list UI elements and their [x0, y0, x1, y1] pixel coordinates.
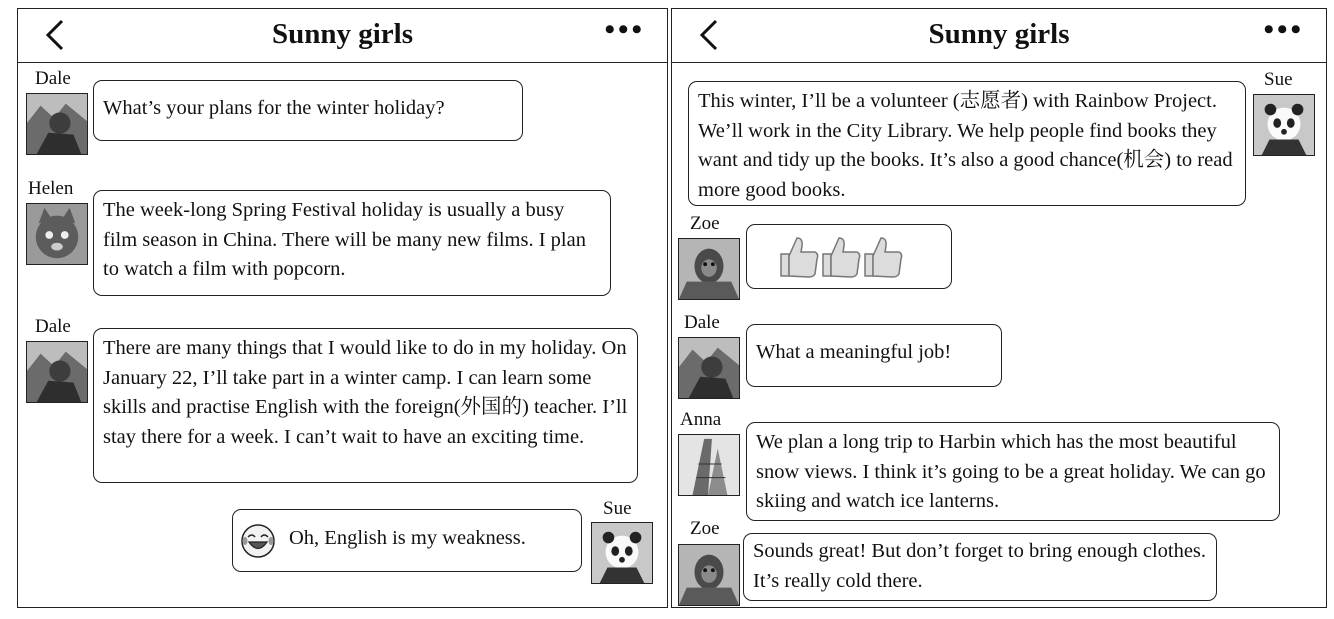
- avatar-zoe[interactable]: [678, 544, 740, 606]
- message-bubble[interactable]: [93, 328, 638, 483]
- avatar-helen[interactable]: [26, 203, 88, 265]
- avatar-dale[interactable]: [678, 337, 740, 399]
- message-text: Oh, English is my weakness.: [289, 527, 526, 549]
- laughing-crying-face-icon: [240, 523, 276, 559]
- message-text: Sounds great! But don’t forget to bring enough clothes. It’s really cold there.: [753, 540, 1207, 592]
- sender-name: Anna: [680, 409, 722, 430]
- message-text: What’s your plans for the winter holiday?: [103, 97, 445, 119]
- chat-header: [18, 9, 667, 63]
- sender-name: Zoe: [690, 518, 720, 539]
- message-text: What a meaningful job!: [756, 341, 952, 363]
- message-bubble[interactable]: [232, 509, 582, 572]
- avatar-sue[interactable]: [1253, 94, 1315, 156]
- sender-name: Dale: [35, 316, 71, 337]
- sender-name: Helen: [28, 178, 74, 199]
- message-text: The week-long Spring Festival holiday is usually a busy film season in China. There will be many new films. I plan to watch a film with popcorn.: [103, 199, 586, 280]
- sender-name: Dale: [35, 68, 71, 89]
- sender-name: Dale: [684, 312, 720, 333]
- chat-header: [672, 9, 1326, 63]
- message-text: This winter, I’ll be a volunteer (志愿者) with Rainbow Project. We’ll work in the City Library. We help people find books they want and tidy up the books. It’s also a good chance(机会) to read more good books.: [698, 90, 1233, 201]
- chat-title: Sunny girls: [928, 18, 1070, 50]
- message-bubble[interactable]: [93, 190, 611, 296]
- message-bubble[interactable]: [93, 80, 523, 141]
- avatar-dale[interactable]: [26, 93, 88, 155]
- three-thumbs-up-icon: [777, 232, 911, 280]
- sender-name: Zoe: [690, 213, 720, 234]
- avatar-dale[interactable]: [26, 341, 88, 403]
- avatar-anna[interactable]: [678, 434, 740, 496]
- message-bubble[interactable]: [688, 81, 1246, 206]
- more-options-icon[interactable]: •••: [1263, 13, 1304, 46]
- chat-title: Sunny girls: [271, 18, 414, 50]
- sender-name: Sue: [1264, 69, 1293, 90]
- sender-name: Sue: [603, 498, 632, 519]
- avatar-sue[interactable]: [591, 522, 653, 584]
- message-bubble[interactable]: [743, 533, 1217, 601]
- message-bubble[interactable]: [746, 224, 952, 289]
- more-options-icon[interactable]: •••: [604, 13, 645, 46]
- chat-screen-right: [671, 8, 1327, 608]
- chat-screen-left: [17, 8, 668, 608]
- message-bubble[interactable]: [746, 324, 1002, 387]
- message-bubble[interactable]: [746, 422, 1280, 521]
- message-text: There are many things that I would like to do in my holiday. On January 22, I’ll take part in a winter camp. I can learn some skills and practise English with the foreign(外国的) teacher. I’ll stay there for a week. I can’t wait to have an exciting time.: [103, 337, 628, 448]
- avatar-zoe[interactable]: [678, 238, 740, 300]
- message-text: We plan a long trip to Harbin which has the most beautiful snow views. I think it’s going to be a great holiday. We can go skiing and watch ice lanterns.: [756, 431, 1266, 512]
